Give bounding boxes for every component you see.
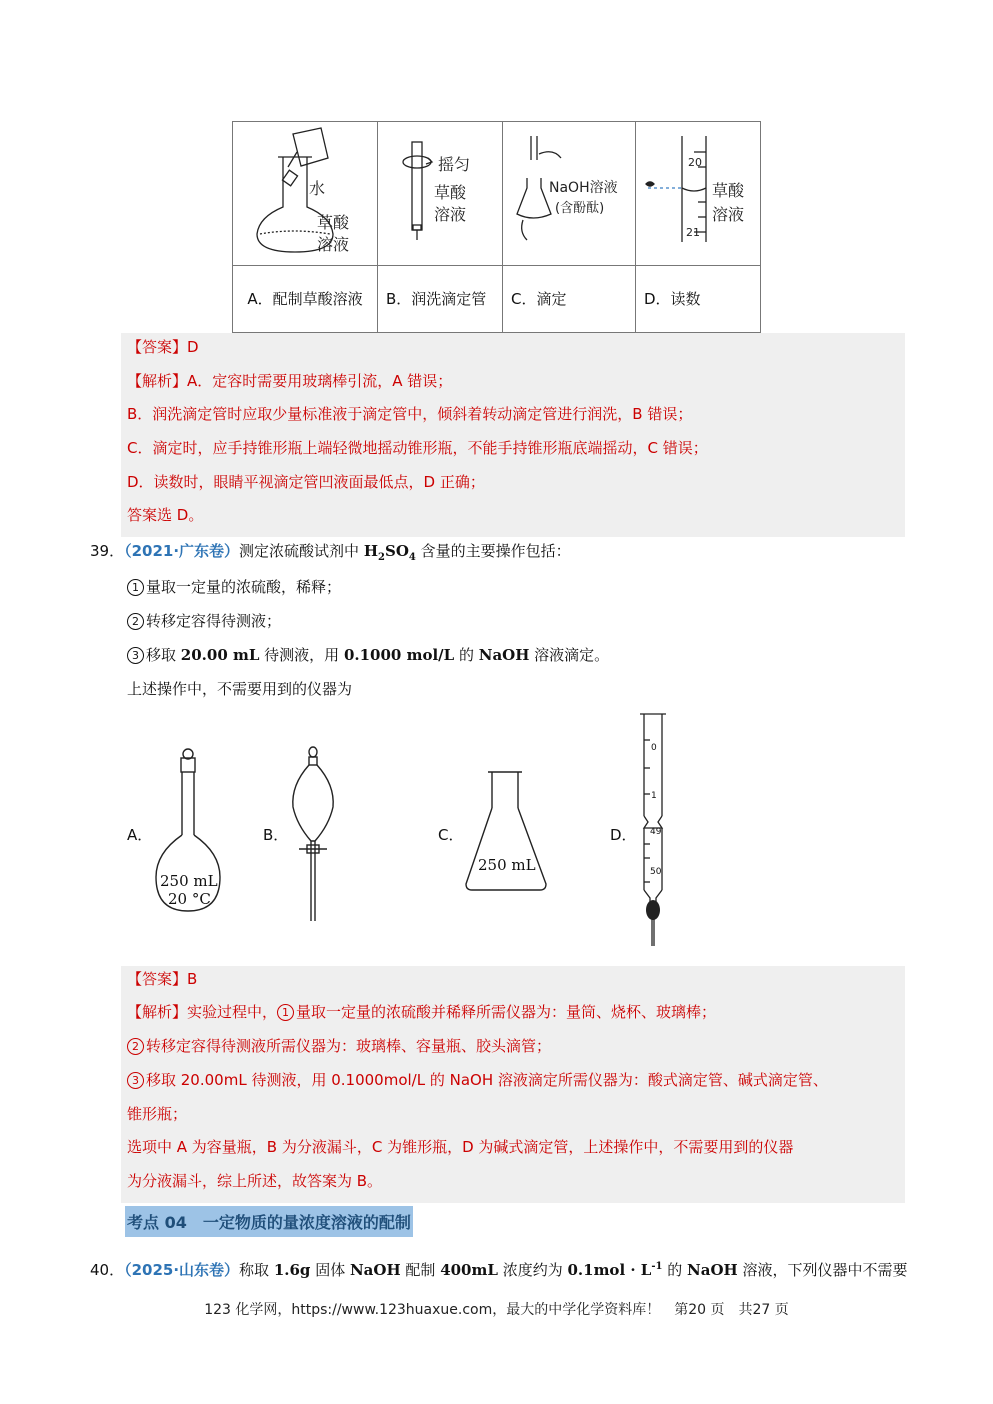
figure-cell-a — [233, 122, 378, 266]
flask-volume-label: 250 mL — [160, 872, 218, 890]
caption-d: D．读数 — [636, 266, 761, 333]
analysis-text: A．定容时需要用玻璃棒引流，A 错误； — [187, 372, 453, 390]
analysis-text: 移取 20.00mL 待测液，用 0.1000mol/L 的 NaOH 溶液滴定所需仪器为：酸式滴定管、碱式滴定管、 — [146, 1071, 828, 1089]
step-text: 量取一定量的浓硫酸，稀释； — [146, 578, 342, 596]
stem-text: 固体 — [310, 1261, 350, 1279]
label-naoh: NaOH溶液 — [549, 180, 618, 196]
stem-text: 浓度约为 — [497, 1261, 568, 1279]
q39-step-3 — [127, 645, 609, 665]
step-text: 溶液滴定。 — [529, 646, 610, 664]
step-text: 待测液，用 — [259, 646, 344, 664]
option-b-letter: B． — [263, 826, 289, 844]
stem-text: 含量的主要操作包括： — [415, 542, 571, 560]
naoh-formula: NaOH — [687, 1261, 738, 1279]
label-oxalic: 草酸 — [712, 181, 745, 200]
caption-a: A．配制草酸溶液 — [233, 266, 378, 333]
circled-number: 1 — [277, 1004, 294, 1021]
analysis-text: 转移定容得待测液所需仪器为：玻璃棒、容量瓶、胶头滴管； — [146, 1037, 552, 1055]
analysis-line-4: D．读数时，眼睛平视滴定管凹液面最低点，D 正确； — [127, 473, 485, 491]
stem-text: 称取 — [239, 1261, 274, 1279]
flask-volume-label: 250 mL — [478, 856, 536, 874]
figure-cell-b — [378, 122, 503, 266]
answer-line — [127, 969, 197, 989]
stem-text: 配制 — [400, 1261, 441, 1279]
figure-table — [232, 121, 761, 333]
tick-49: 49 — [650, 827, 662, 837]
volumetric-flask-icon — [150, 745, 232, 917]
q38-answer-box — [121, 333, 905, 537]
volumetric-flask-pour-icon — [233, 122, 377, 265]
analysis-line-1 — [127, 371, 452, 391]
tick-20: 20 — [688, 156, 702, 169]
naoh-formula: NaOH — [349, 1261, 401, 1279]
tick-21: 21 — [686, 226, 700, 239]
answer-line — [127, 337, 199, 357]
burette-rinse-icon — [378, 122, 502, 265]
page-footer: 123 化学网，https://www.123huaxue.com，最大的中学化学资料库！ 第20 页 共27 页 — [204, 1302, 789, 1318]
figure-cell-d — [636, 122, 761, 266]
analysis-line-3 — [127, 1070, 828, 1090]
label-solution: 溶液 — [712, 205, 745, 224]
tick-0: 0 — [651, 743, 657, 753]
label-solution: 溶液 — [434, 205, 467, 224]
section-heading: 考点 04 一定物质的量浓度溶液的配制 — [125, 1206, 413, 1237]
concentration-value: 0.1000 mol/L — [343, 646, 455, 664]
mass-value: 1.6g — [273, 1261, 311, 1279]
circled-number: 1 — [127, 579, 144, 596]
step-text: 转移定容得待测液； — [146, 612, 282, 630]
stem-text: 溶液，下列仪器中不需要 — [737, 1261, 908, 1279]
tick-1: 1 — [651, 791, 657, 801]
circled-number: 3 — [127, 647, 144, 664]
option-d-letter: D． — [610, 826, 637, 844]
formula-h2so4: $H_2SO_4$ — [363, 542, 416, 563]
question-source: （2025·山东卷） — [124, 1261, 240, 1279]
caption-c: C．滴定 — [503, 266, 636, 333]
erlenmeyer-flask-icon — [462, 768, 556, 896]
label-water: 水 — [309, 179, 326, 198]
concentration-value: $0.1mol \cdot L^{-1}$ — [567, 1261, 663, 1279]
answer-value: D — [187, 338, 199, 356]
flask-temp-label: 20 °C — [168, 890, 211, 908]
analysis-text: 量取一定量的浓硫酸并稀释所需仪器为：量筒、烧杯、玻璃棒； — [296, 1003, 717, 1021]
titration-flask-icon — [503, 122, 635, 265]
label-solution: 溶液 — [317, 235, 350, 254]
stem-text: 测定浓硫酸试剂中 — [239, 542, 364, 560]
option-a-letter: A． — [127, 826, 153, 844]
naoh-formula: NaOH — [478, 646, 530, 664]
question-number: 40． — [90, 1261, 125, 1279]
answer-tag: 【答案】 — [127, 970, 188, 988]
step-text: 移取 — [146, 646, 181, 664]
volume-value: 20.00 mL — [180, 646, 260, 664]
analysis-line-1 — [127, 1002, 716, 1022]
option-c-letter: C． — [438, 826, 464, 844]
figure-cell-c — [503, 122, 636, 266]
stem-text: 的 — [662, 1261, 688, 1279]
answer-tag: 【答案】 — [127, 338, 188, 356]
circled-number: 2 — [127, 613, 144, 630]
analysis-tag: 【解析】 — [127, 1003, 188, 1021]
analysis-line-6: 为分液漏斗，综上所述，故答案为 B。 — [127, 1172, 383, 1190]
q39-answer-box — [121, 966, 905, 1203]
separatory-funnel-icon — [285, 745, 355, 925]
label-oxalic: 草酸 — [317, 213, 350, 232]
analysis-line-4: 锥形瓶； — [127, 1105, 188, 1123]
analysis-line-2: B．润洗滴定管时应取少量标准液于滴定管中，倾斜着转动滴定管进行润洗，B 错误； — [127, 405, 693, 423]
q40-stem — [90, 1257, 907, 1280]
label-phenolphthalein: (含酚酞) — [555, 201, 605, 216]
volume-value: 400mL — [440, 1261, 498, 1279]
q39-step-1 — [127, 577, 341, 597]
question-number: 39． — [90, 542, 125, 560]
analysis-line-3: C．滴定时，应手持锥形瓶上端轻微地摇动锥形瓶，不能手持锥形瓶底端摇动，C 错误； — [127, 439, 708, 457]
label-oxalic: 草酸 — [434, 183, 467, 202]
answer-value: B — [187, 970, 198, 988]
circled-number: 3 — [127, 1072, 144, 1089]
circled-number: 2 — [127, 1038, 144, 1055]
step-text: 的 — [454, 646, 479, 664]
q39-stem — [90, 541, 571, 568]
label-shake: 摇匀 — [438, 155, 471, 174]
analysis-tag: 【解析】 — [127, 372, 188, 390]
tick-50: 50 — [650, 867, 662, 877]
analysis-line-5: 答案选 D。 — [127, 506, 204, 524]
question-source: （2021·广东卷） — [124, 542, 240, 560]
analysis-line-2 — [127, 1036, 551, 1056]
base-burette-icon — [636, 710, 672, 954]
q39-step-2 — [127, 611, 281, 631]
analysis-line-5: 选项中 A 为容量瓶，B 为分液漏斗，C 为锥形瓶，D 为碱式滴定管，上述操作中，不需要用到的仪器 — [127, 1138, 794, 1156]
q39-prompt: 上述操作中，不需要用到的仪器为 — [127, 680, 353, 698]
caption-b: B．润洗滴定管 — [378, 266, 503, 333]
analysis-text: 实验过程中， — [187, 1003, 278, 1021]
burette-reading-icon — [636, 122, 760, 265]
